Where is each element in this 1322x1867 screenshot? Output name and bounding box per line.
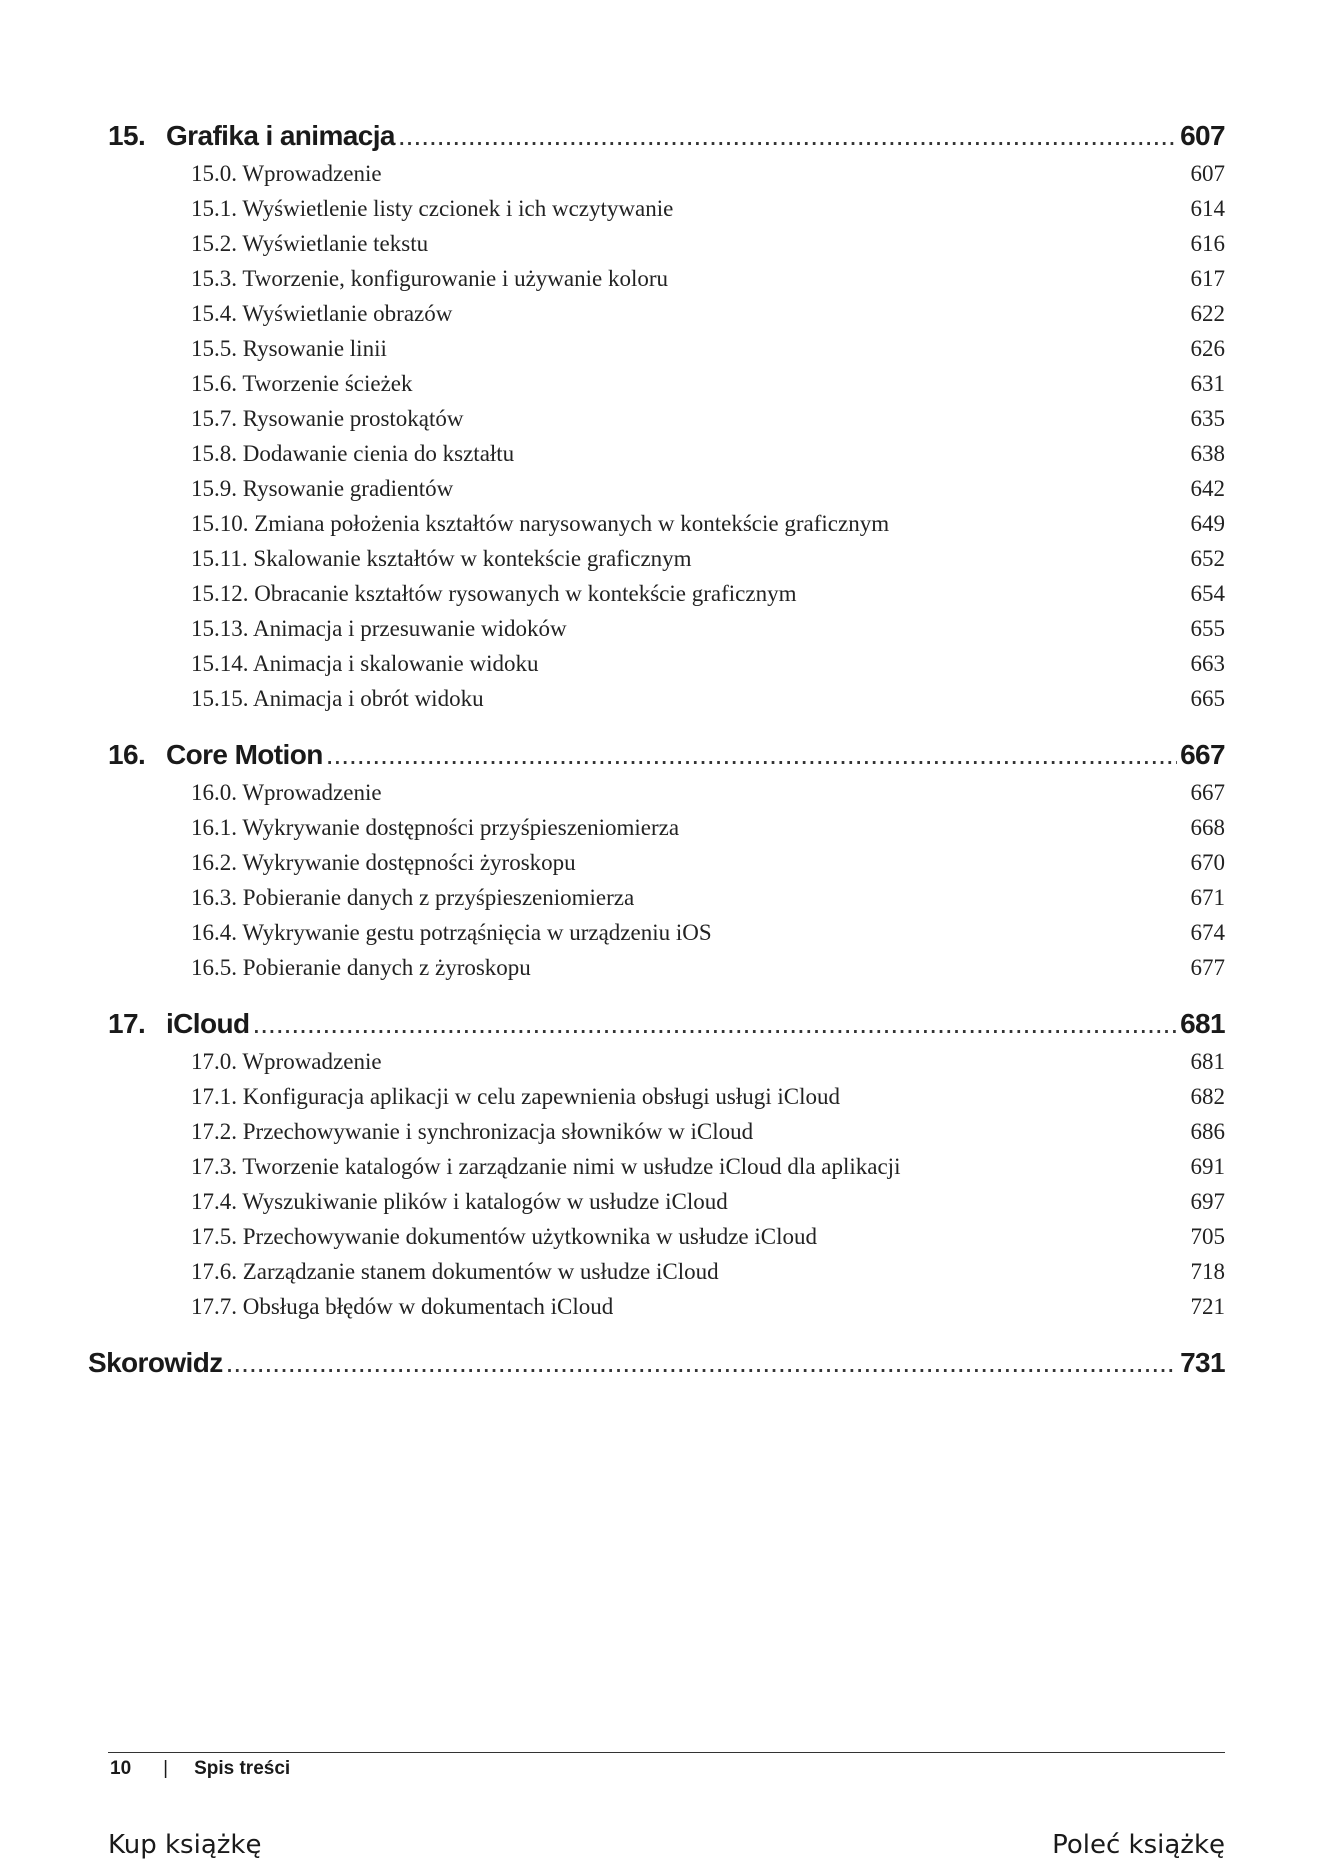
index-page: 731	[1180, 1347, 1225, 1378]
section-page: 642	[1190, 476, 1225, 501]
section-label: 15.13. Animacja i przesuwanie widoków	[191, 616, 567, 641]
footer-page-number: 10	[110, 1758, 132, 1779]
chapter-17	[108, 1008, 1225, 1324]
section-entry[interactable]	[191, 436, 1225, 471]
section-entry[interactable]	[191, 1149, 1225, 1184]
section-label: 16.3. Pobieranie danych z przyśpieszeniomierza	[191, 885, 635, 910]
section-page: 622	[1190, 301, 1225, 326]
section-entry[interactable]	[191, 191, 1225, 226]
chapter-heading[interactable]	[108, 739, 1225, 771]
table-of-contents	[88, 120, 1225, 1383]
section-label: 15.8. Dodawanie cienia do kształtu	[191, 441, 515, 466]
section-entry[interactable]	[191, 810, 1225, 845]
section-label: 15.7. Rysowanie prostokątów	[191, 406, 464, 431]
section-label: 15.2. Wyświetlanie tekstu	[191, 231, 429, 256]
dot-leader	[326, 739, 1177, 771]
section-label: 15.0. Wprowadzenie	[191, 161, 382, 186]
section-entry[interactable]	[191, 880, 1225, 915]
section-page: 668	[1190, 815, 1225, 840]
section-entry[interactable]	[191, 1254, 1225, 1289]
section-label: 16.1. Wykrywanie dostępności przyśpieszeniomierza	[191, 815, 680, 840]
section-entry[interactable]	[191, 1079, 1225, 1114]
section-page: 631	[1190, 371, 1225, 396]
section-entry[interactable]	[191, 506, 1225, 541]
index-title: Skorowidz	[88, 1347, 223, 1378]
section-page: 617	[1190, 266, 1225, 291]
section-page: 616	[1190, 231, 1225, 256]
section-label: 17.2. Przechowywanie i synchronizacja słowników w iCloud	[191, 1119, 754, 1144]
dot-leader	[398, 120, 1177, 152]
section-entry[interactable]	[191, 646, 1225, 681]
section-entry[interactable]	[191, 331, 1225, 366]
section-page: 663	[1190, 651, 1225, 676]
section-label: 15.10. Zmiana położenia kształtów narysowanych w kontekście graficznym	[191, 511, 890, 536]
section-label: 15.14. Animacja i skalowanie widoku	[191, 651, 539, 676]
chapter-number: 16.	[108, 739, 146, 770]
chapter-page: 607	[1180, 120, 1225, 151]
section-page: 638	[1190, 441, 1225, 466]
section-entry[interactable]	[191, 1184, 1225, 1219]
section-page: 691	[1190, 1154, 1225, 1179]
chapter-heading[interactable]	[108, 1008, 1225, 1040]
section-page: 655	[1190, 616, 1225, 641]
footer-section-title: Spis treści	[194, 1758, 291, 1779]
section-entry[interactable]	[191, 541, 1225, 576]
section-page: 649	[1190, 511, 1225, 536]
section-page: 670	[1190, 850, 1225, 875]
section-label: 15.11. Skalowanie kształtów w kontekście graficznym	[191, 546, 692, 571]
section-page: 674	[1190, 920, 1225, 945]
section-entry[interactable]	[191, 576, 1225, 611]
index-heading[interactable]	[88, 1347, 1225, 1379]
section-label: 15.15. Animacja i obrót widoku	[191, 686, 484, 711]
section-label: 15.6. Tworzenie ścieżek	[191, 371, 413, 396]
section-label: 15.5. Rysowanie linii	[191, 336, 387, 361]
section-entry[interactable]	[191, 1044, 1225, 1079]
section-page: 682	[1190, 1084, 1225, 1109]
dot-leader	[226, 1347, 1177, 1379]
chapter-number: 15.	[108, 120, 146, 151]
section-label: 17.4. Wyszukiwanie plików i katalogów w usłudze iCloud	[191, 1189, 728, 1214]
section-page: 705	[1190, 1224, 1225, 1249]
section-label: 15.1. Wyświetlenie listy czcionek i ich wczytywanie	[191, 196, 674, 221]
footer-separator: |	[163, 1758, 169, 1779]
section-label: 15.12. Obracanie kształtów rysowanych w kontekście graficznym	[191, 581, 797, 606]
section-page: 665	[1190, 686, 1225, 711]
chapter-title: iCloud	[166, 1008, 250, 1039]
section-label: 17.6. Zarządzanie stanem dokumentów w usłudze iCloud	[191, 1259, 719, 1284]
section-label: 16.2. Wykrywanie dostępności żyroskopu	[191, 850, 576, 875]
section-page: 697	[1190, 1189, 1225, 1214]
section-entry[interactable]	[191, 681, 1225, 716]
chapter-15	[108, 120, 1225, 716]
section-entry[interactable]	[191, 471, 1225, 506]
section-label: 15.4. Wyświetlanie obrazów	[191, 301, 453, 326]
section-label: 15.3. Tworzenie, konfigurowanie i używanie koloru	[191, 266, 669, 291]
section-label: 17.3. Tworzenie katalogów i zarządzanie nimi w usłudze iCloud dla aplikacji	[191, 1154, 901, 1179]
section-entry[interactable]	[191, 296, 1225, 331]
section-entry[interactable]	[191, 261, 1225, 296]
section-entry[interactable]	[191, 950, 1225, 985]
section-page: 667	[1190, 780, 1225, 805]
section-entry[interactable]	[191, 226, 1225, 261]
section-page: 718	[1190, 1259, 1225, 1284]
section-entry[interactable]	[191, 156, 1225, 191]
dot-leader	[253, 1008, 1178, 1040]
section-list	[191, 775, 1225, 985]
chapter-number: 17.	[108, 1008, 146, 1039]
section-entry[interactable]	[191, 611, 1225, 646]
section-label: 17.1. Konfiguracja aplikacji w celu zapewnienia obsługi usługi iCloud	[191, 1084, 840, 1109]
section-entry[interactable]	[191, 366, 1225, 401]
section-label: 15.9. Rysowanie gradientów	[191, 476, 454, 501]
chapter-title: Grafika i animacja	[166, 120, 395, 151]
section-entry[interactable]	[191, 1219, 1225, 1254]
footer-divider	[108, 1752, 1225, 1753]
section-label: 16.4. Wykrywanie gestu potrząśnięcia w urządzeniu iOS	[191, 920, 712, 945]
section-list	[191, 156, 1225, 716]
section-entry[interactable]	[191, 1114, 1225, 1149]
section-label: 17.5. Przechowywanie dokumentów użytkownika w usłudze iCloud	[191, 1224, 817, 1249]
section-page: 686	[1190, 1119, 1225, 1144]
section-page: 607	[1190, 161, 1225, 186]
section-entry[interactable]	[191, 1289, 1225, 1324]
section-page: 626	[1190, 336, 1225, 361]
section-entry[interactable]	[191, 915, 1225, 950]
section-page: 671	[1190, 885, 1225, 910]
chapter-heading[interactable]	[108, 120, 1225, 152]
section-label: 16.5. Pobieranie danych z żyroskopu	[191, 955, 531, 980]
section-label: 17.0. Wprowadzenie	[191, 1049, 382, 1074]
section-entry[interactable]	[191, 401, 1225, 436]
chapter-page: 681	[1180, 1008, 1225, 1039]
section-label: 16.0. Wprowadzenie	[191, 780, 382, 805]
section-page: 681	[1190, 1049, 1225, 1074]
section-entry[interactable]	[191, 845, 1225, 880]
recommend-book-link[interactable]: Poleć książkę	[1052, 1830, 1225, 1860]
page-footer	[110, 1758, 290, 1780]
section-page: 721	[1190, 1294, 1225, 1319]
section-page: 614	[1190, 196, 1225, 221]
section-list	[191, 1044, 1225, 1324]
chapter-16	[108, 739, 1225, 985]
chapter-title: Core Motion	[166, 739, 323, 770]
section-page: 654	[1190, 581, 1225, 606]
chapter-page: 667	[1180, 739, 1225, 770]
section-label: 17.7. Obsługa błędów w dokumentach iCloud	[191, 1294, 614, 1319]
section-page: 635	[1190, 406, 1225, 431]
section-page: 677	[1190, 955, 1225, 980]
section-page: 652	[1190, 546, 1225, 571]
section-entry[interactable]	[191, 775, 1225, 810]
buy-book-link[interactable]: Kup książkę	[108, 1830, 262, 1860]
